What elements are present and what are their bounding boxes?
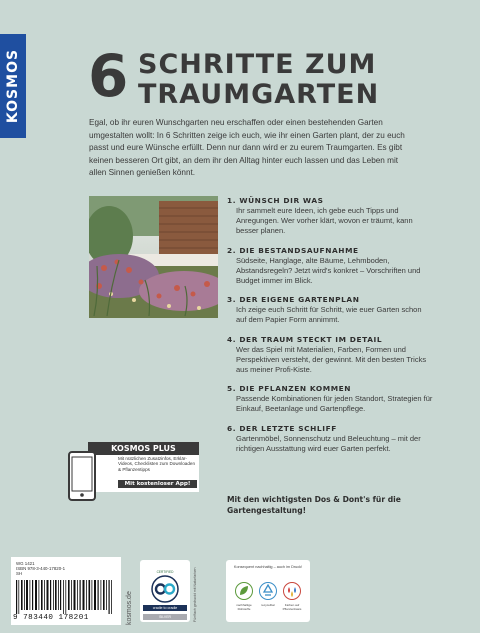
c2c-certified-label: CERTIFIED bbox=[156, 570, 174, 574]
c2c-note: Fünffach gedruckt mit Naturfarben bbox=[193, 567, 197, 622]
meta-line: SH bbox=[16, 571, 23, 576]
kosmos-plus-app-badge: Mit kostenloser App! bbox=[118, 480, 197, 488]
step-title: 1. WÜNSCH DIR WAS bbox=[227, 196, 324, 205]
cradle-to-cradle-badge bbox=[140, 560, 190, 622]
title-number: 6 bbox=[88, 42, 129, 110]
meta-line: WG 1421 bbox=[16, 561, 35, 566]
color-drops-icon bbox=[283, 582, 301, 600]
recycle-icon bbox=[259, 582, 277, 600]
step-title: 5. DIE PFLANZEN KOMMEN bbox=[227, 384, 352, 394]
barcode-number: 9 783440 178201 bbox=[13, 614, 89, 622]
title-line-1: SCHRITTE ZUM bbox=[138, 49, 377, 80]
step-5 bbox=[227, 384, 433, 414]
meta-line: ISBN 978-3-440-17820-1 bbox=[16, 566, 66, 571]
step-text: Südseite, Hanglage, alte Bäume, Lehmboden, Abstandsregeln? Jetzt wird's konkret – Vorschriften und Budget immer im Blick. bbox=[236, 255, 421, 286]
step-4 bbox=[227, 335, 433, 376]
step-text: Gartenmöbel, Sonnenschutz und Beleuchtung – mit der richtigen Ausstattung wird euer Garten perfekt. bbox=[236, 433, 421, 453]
step-6 bbox=[227, 424, 433, 454]
closing-note: Mit den wichtigsten Dos & Dont's für die Gartengestaltung! bbox=[227, 495, 401, 515]
kosmos-plus-text: Mit nützlichen Zusatzinfos, Erklär-Videos, Checklisten zum Downloaden & Pflanzentipps bbox=[118, 456, 196, 472]
barcode-icon bbox=[16, 580, 116, 614]
intro-paragraph: Egal, ob ihr euren Wunschgarten neu erschaffen oder einen bestehenden Garten umgestalten wollt: In 6 Schritten zeige ich euch, wie ihr einen Garten plant, der zu euch passt und eure Wünsche erfüllt. Denn nur dann wird er zu eurem Traumgarten. Es gibt keinen besseren Ort gibt, an dem ihr den Alltag hinter euch lassen und das Leben mit allen Sinnen genießen könnt. bbox=[89, 118, 405, 178]
eco-item: recycelbar bbox=[261, 603, 275, 607]
smartphone-icon bbox=[68, 451, 96, 501]
steps-list bbox=[227, 196, 433, 463]
step-2 bbox=[227, 246, 433, 287]
step-title: 6. DER LETZTE SCHLIFF bbox=[227, 423, 337, 433]
step-title: 4. DER TRAUM STECKT IM DETAIL bbox=[227, 334, 383, 344]
leaf-icon bbox=[235, 582, 253, 600]
eco-title: Konsequent nachhaltig – auch im Druck! bbox=[233, 565, 303, 569]
title-line-2: TRAUMGARTEN bbox=[138, 79, 380, 110]
eco-item: Farben auf Pflanzenbasis bbox=[282, 603, 302, 611]
c2c-level: SILVER bbox=[143, 614, 187, 620]
step-3 bbox=[227, 295, 433, 325]
eco-item: nachhaltige Rohstoffe bbox=[236, 603, 252, 611]
kosmos-logo-text: KOSMOS bbox=[5, 48, 21, 124]
step-text: Ihr sammelt eure Ideen, ich gebe euch Tipps und Anregungen. Wer vorher klärt, wovon er träumt, kann besser planen. bbox=[236, 206, 413, 236]
garden-photo bbox=[89, 196, 218, 318]
cradle-to-cradle-icon bbox=[150, 574, 180, 604]
kosmos-logo bbox=[0, 34, 26, 138]
step-1 bbox=[227, 196, 433, 237]
step-text: Ich zeige euch Schritt für Schritt, wie euer Garten schon auf dem Papier Form annimmt. bbox=[236, 305, 422, 325]
eco-print-badge bbox=[226, 560, 310, 622]
c2c-name: cradle to cradle bbox=[143, 605, 187, 611]
step-text: Wer das Spiel mit Materialien, Farben, Formen und Perspektiven versteht, der gewinnt. Mit den besten Tricks aus meiner Profi-Kiste. bbox=[236, 344, 427, 375]
step-title: 3. DER EIGENE GARTENPLAN bbox=[227, 295, 360, 305]
step-text: Passende Kombinationen für jeden Standort, Strategien für Einkauf, Beetanlage und Gartenpflege. bbox=[236, 394, 433, 414]
step-title: 2. DIE BESTANDSAUFNAHME bbox=[227, 245, 359, 255]
kosmos-plus-box bbox=[88, 442, 199, 492]
publisher-website: kosmos.de bbox=[126, 591, 133, 625]
kosmos-plus-title: KOSMOS PLUS bbox=[88, 442, 199, 455]
